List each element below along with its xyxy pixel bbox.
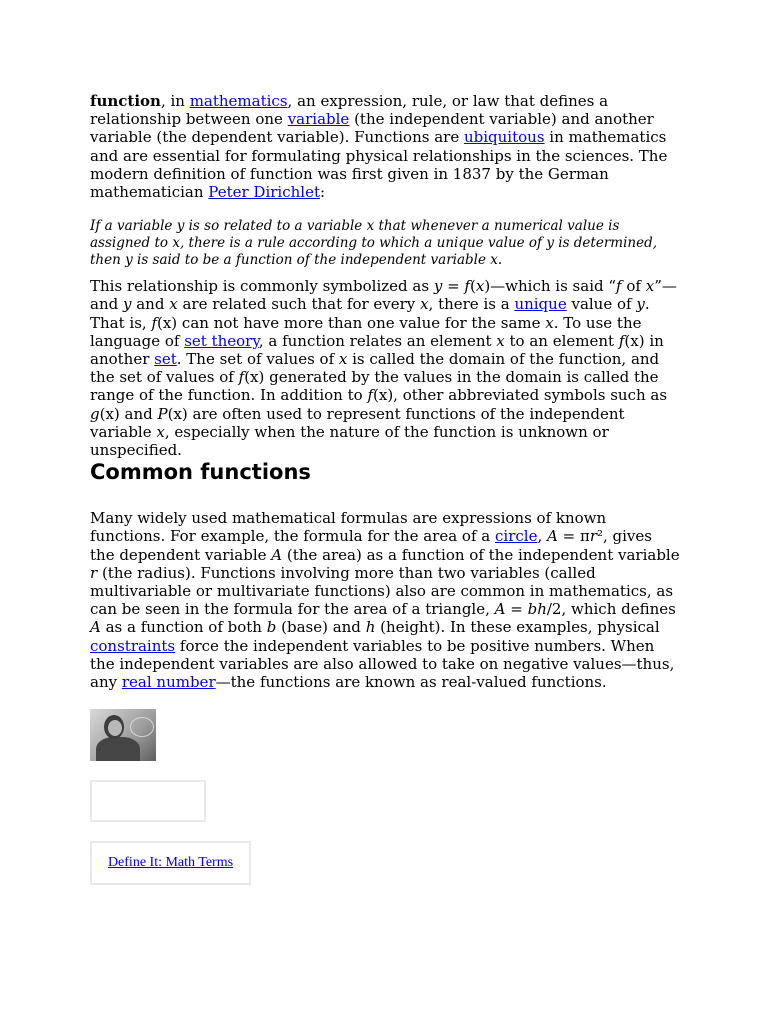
common-functions-paragraph: Many widely used mathematical formulas are expressions of known functions. For example, the formula for the area of a circle, A = πr², gives the dependent variable A (the area) as a function of the independent variable r (the radius). Functions involving more than two variables (called multivariable or multivariate functions) also are common in mathematics, as can be seen in the formula for the area of a triangle, A = bh/2, which defines A as a function of both b (base) and h (height). In these examples, physical constraints force the independent variables to be positive numbers. When the independent variables are also allowed to take on negative values—thus, any real number—the functions are known as real-valued functions. (90, 509, 680, 692)
empty-media-box (90, 780, 206, 822)
dirichlet-quote: If a variable y is so related to a variable x that whenever a numerical value is assigned to x, there is a rule according to which a unique value of y is determined, then y is said to be a function of the independent variable x. (90, 218, 658, 269)
link-unique[interactable]: unique (514, 295, 567, 314)
section-heading-common-functions: Common functions (90, 460, 311, 485)
link-set[interactable]: set (154, 350, 177, 369)
link-real-number[interactable]: real number (121, 673, 216, 692)
link-constraints[interactable]: constraints (90, 636, 176, 655)
term-function: function (90, 92, 161, 110)
link-ubiquitous[interactable]: ubiquitous (463, 128, 545, 147)
relationship-paragraph: This relationship is commonly symbolized as y = f(x)—which is said “f of x”—and y and x are related such that for every x, there is a unique value of y. That is, f(x) can not have more than one value for the same x. To use the language of set theory, a function relates an element x to an element f(x) in another set. The set of values of x is called the domain of the function, and the set of values of f(x) generated by the values in the domain is called the range of the function. In addition to f(x), other abbreviated symbols such as g(x) and P(x) are often used to represent functions of the independent variable x, especially when the nature of the function is unknown or unspecified. (90, 277, 677, 460)
article (90, 92, 680, 885)
intro-paragraph: function, in mathematics, an expression, rule, or law that defines a relationship between one variable (the independent variable) and another variable (the dependent variable). Functions are ubiquitous in mathematics and are essential for formulating physical relationships in the sciences. The modern definition of function was first given in 1837 by the German mathematician Peter Dirichlet: (90, 92, 668, 202)
link-circle[interactable]: circle (495, 527, 538, 546)
chalkboard-drawing (130, 717, 154, 737)
link-variable[interactable]: variable (287, 110, 350, 129)
define-it-math-terms-link[interactable]: Define It: Math Terms (107, 855, 234, 871)
mathematician-thumbnail-image[interactable] (90, 709, 156, 761)
figure-body (96, 737, 140, 761)
link-set-theory[interactable]: set theory (184, 331, 259, 350)
link-mathematics[interactable]: mathematics (189, 92, 288, 110)
link-peter-dirichlet[interactable]: Peter Dirichlet (208, 183, 320, 202)
define-it-box (90, 841, 251, 885)
